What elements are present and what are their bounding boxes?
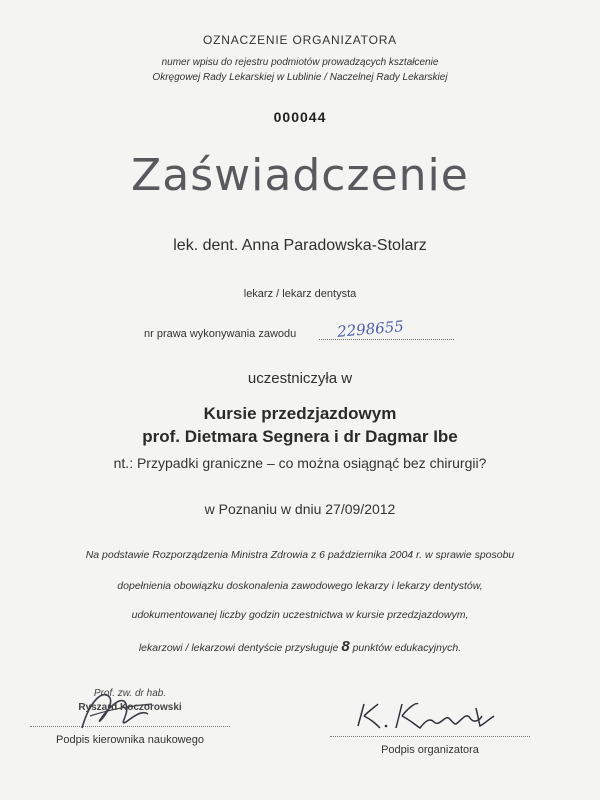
organizer-signature	[330, 690, 530, 740]
license-handwritten-value: 2298655	[336, 317, 405, 341]
legal-line-2: dopełnienia obowiązku doskonalenia zawodowego lekarzy i lekarzy dentystów,	[117, 580, 483, 592]
registry-line-2: Okręgowej Rady Lekarskiej w Lublinie / Naczelnej Rady Lekarskiej	[152, 72, 448, 83]
course-topic: nt.: Przypadki graniczne – co można osiągnąć bez chirurgii?	[113, 455, 487, 471]
legal-line-4	[0, 638, 600, 655]
left-signature-caption: Podpis kierownika naukowego	[56, 734, 204, 746]
participated-text: uczestniczyła w	[247, 370, 353, 387]
legal-line-4-prefix: lekarzowi / lekarzowi dentyście przysługuje	[138, 642, 339, 654]
certificate-number: 000044	[273, 109, 327, 125]
points-value: 8	[341, 638, 350, 655]
legal-line-3: udokumentowanej liczby godzin uczestnictwa w kursie przedzjazdowym,	[131, 609, 469, 621]
legal-line-4-suffix: punktów edukacyjnych.	[352, 642, 462, 654]
right-signature-dotted-line	[330, 736, 530, 737]
left-signature-dotted-line	[30, 726, 230, 727]
profession-label: lekarz / lekarz dentysta	[243, 288, 357, 300]
license-row	[144, 317, 464, 346]
recipient-name: lek. dent. Anna Paradowska-Stolarz	[173, 237, 427, 254]
organizer-signature-block	[330, 690, 530, 760]
organizer-title: OZNACZENIE ORGANIZATORA	[203, 33, 397, 47]
course-name-line-1: Kursie przedzjazdowym	[203, 404, 397, 423]
place-and-date: w Poznaniu w dniu 27/09/2012	[204, 501, 396, 517]
scientific-director-signature-block	[30, 680, 230, 760]
certificate-title: Zaświadczenie	[131, 150, 469, 201]
stamp-line-2: Ryszard Koczorowski	[78, 702, 182, 713]
license-label: nr prawa wykonywania zawodu	[144, 328, 297, 340]
right-signature-caption: Podpis organizatora	[381, 744, 479, 756]
legal-line-1: Na podstawie Rozporządzenia Ministra Zdrowia z 6 października 2004 r. w sprawie sposobu	[85, 549, 515, 561]
registry-line-1: numer wpisu do rejestru podmiotów prowadzących kształcenie	[161, 57, 439, 68]
stamp-line-1: Prof. zw. dr hab.	[93, 688, 167, 699]
course-name-line-2: prof. Dietmara Segnera i dr Dagmar Ibe	[142, 427, 458, 446]
